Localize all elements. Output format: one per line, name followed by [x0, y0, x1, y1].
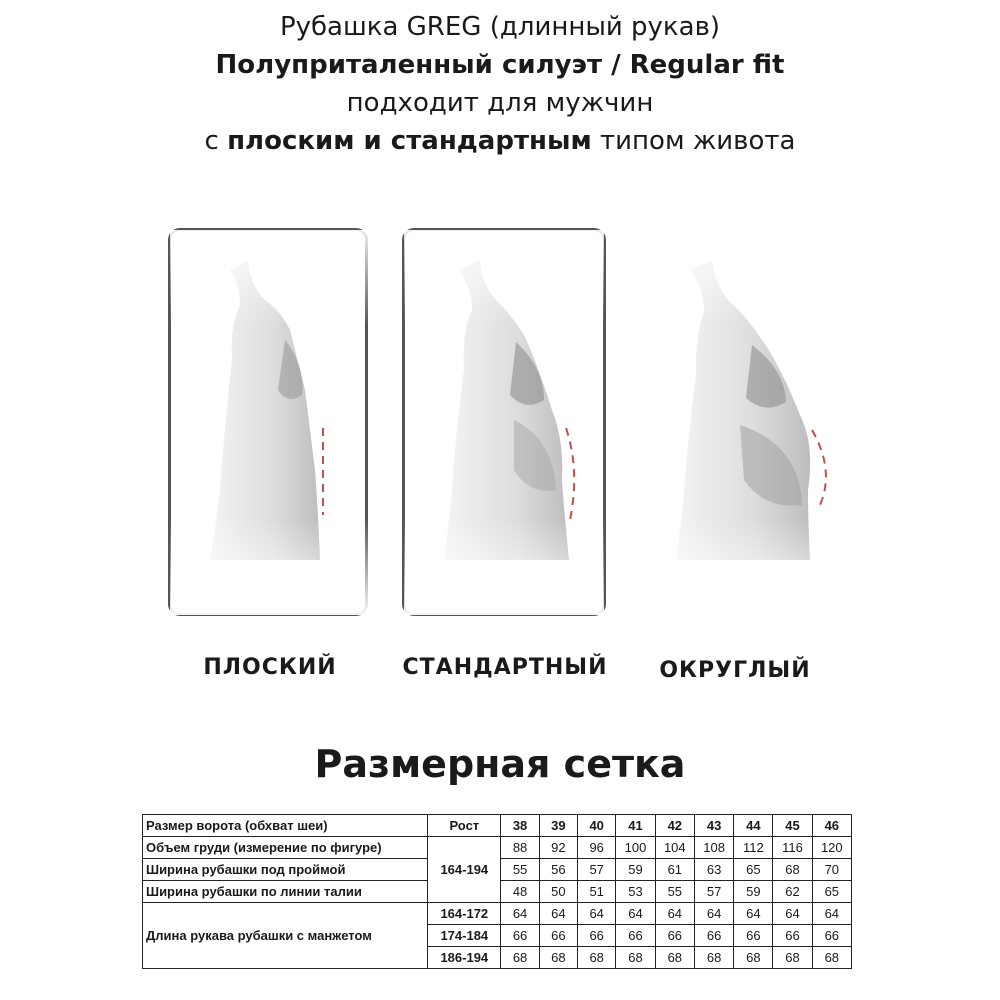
value-cell: 68: [773, 947, 812, 969]
row-label: Ширина рубашки под проймой: [143, 859, 428, 881]
value-cell: 64: [812, 903, 851, 925]
caption-flat: ПЛОСКИЙ: [203, 655, 337, 680]
value-cell: 68: [539, 947, 577, 969]
header-height: Рост: [428, 815, 501, 837]
value-cell: 68: [734, 947, 773, 969]
value-cell: 63: [694, 859, 733, 881]
value-cell: 68: [655, 947, 694, 969]
standard-torso-image: [404, 230, 604, 615]
round-torso-image: [640, 230, 840, 615]
value-cell: 64: [616, 903, 655, 925]
table-row: [143, 903, 852, 925]
table-row: [143, 815, 852, 837]
desc-bold: плоским и стандартным: [227, 126, 592, 156]
value-cell: 104: [655, 837, 694, 859]
value-cell: 66: [501, 925, 539, 947]
value-cell: 68: [501, 947, 539, 969]
size-chart-table: [142, 814, 852, 969]
desc-pre: с: [204, 126, 228, 156]
value-cell: 68: [812, 947, 851, 969]
value-cell: 66: [655, 925, 694, 947]
value-cell: 65: [812, 881, 851, 903]
fit-title: Полуприталенный силуэт / Regular fit: [215, 50, 785, 80]
value-cell: 108: [694, 837, 733, 859]
value-cell: 55: [501, 859, 539, 881]
size-cell: 43: [694, 815, 733, 837]
value-cell: 68: [773, 859, 812, 881]
value-cell: 68: [578, 947, 616, 969]
flat-torso-image: [170, 230, 370, 615]
value-cell: 51: [578, 881, 616, 903]
sleeve-label: Длина рукава рубашки с манжетом: [143, 903, 428, 969]
value-cell: 66: [578, 925, 616, 947]
caption-round: ОКРУГЛЫЙ: [659, 658, 811, 683]
value-cell: 96: [578, 837, 616, 859]
size-cell: 42: [655, 815, 694, 837]
value-cell: 66: [812, 925, 851, 947]
value-cell: 66: [616, 925, 655, 947]
sleeve-height: 174-184: [428, 925, 501, 947]
value-cell: 62: [773, 881, 812, 903]
value-cell: 64: [539, 903, 577, 925]
size-chart-title: Размерная сетка: [314, 742, 686, 786]
value-cell: 66: [734, 925, 773, 947]
value-cell: 65: [734, 859, 773, 881]
value-cell: 66: [773, 925, 812, 947]
value-cell: 120: [812, 837, 851, 859]
value-cell: 59: [734, 881, 773, 903]
value-cell: 57: [578, 859, 616, 881]
value-cell: 66: [539, 925, 577, 947]
header-label: Размер ворота (обхват шеи): [143, 815, 428, 837]
value-cell: 64: [501, 903, 539, 925]
value-cell: 112: [734, 837, 773, 859]
row-label: Ширина рубашки по линии талии: [143, 881, 428, 903]
size-cell: 39: [539, 815, 577, 837]
value-cell: 68: [616, 947, 655, 969]
value-cell: 64: [655, 903, 694, 925]
value-cell: 100: [616, 837, 655, 859]
size-cell: 46: [812, 815, 851, 837]
value-cell: 66: [694, 925, 733, 947]
sleeve-height: 164-172: [428, 903, 501, 925]
value-cell: 64: [694, 903, 733, 925]
value-cell: 116: [773, 837, 812, 859]
row-label: Объем груди (измерение по фигуре): [143, 837, 428, 859]
caption-standard: СТАНДАРТНЫЙ: [402, 655, 608, 680]
value-cell: 57: [694, 881, 733, 903]
size-cell: 41: [616, 815, 655, 837]
height-group: 164-194: [428, 837, 501, 903]
header: [0, 8, 1000, 160]
value-cell: 88: [501, 837, 539, 859]
product-title: Рубашка GREG (длинный рукав): [279, 12, 721, 42]
value-cell: 48: [501, 881, 539, 903]
value-cell: 64: [734, 903, 773, 925]
value-cell: 64: [773, 903, 812, 925]
desc-post: типом живота: [591, 126, 796, 156]
value-cell: 64: [578, 903, 616, 925]
sleeve-height: 186-194: [428, 947, 501, 969]
value-cell: 53: [616, 881, 655, 903]
size-cell: 38: [501, 815, 539, 837]
value-cell: 50: [539, 881, 577, 903]
size-cell: 40: [578, 815, 616, 837]
value-cell: 68: [694, 947, 733, 969]
value-cell: 56: [539, 859, 577, 881]
size-cell: 44: [734, 815, 773, 837]
value-cell: 61: [655, 859, 694, 881]
fit-description: подходит для мужчин: [346, 88, 654, 118]
belly-type-description: [0, 122, 1000, 160]
value-cell: 70: [812, 859, 851, 881]
value-cell: 55: [655, 881, 694, 903]
value-cell: 59: [616, 859, 655, 881]
table-row: [143, 837, 852, 859]
size-cell: 45: [773, 815, 812, 837]
value-cell: 92: [539, 837, 577, 859]
